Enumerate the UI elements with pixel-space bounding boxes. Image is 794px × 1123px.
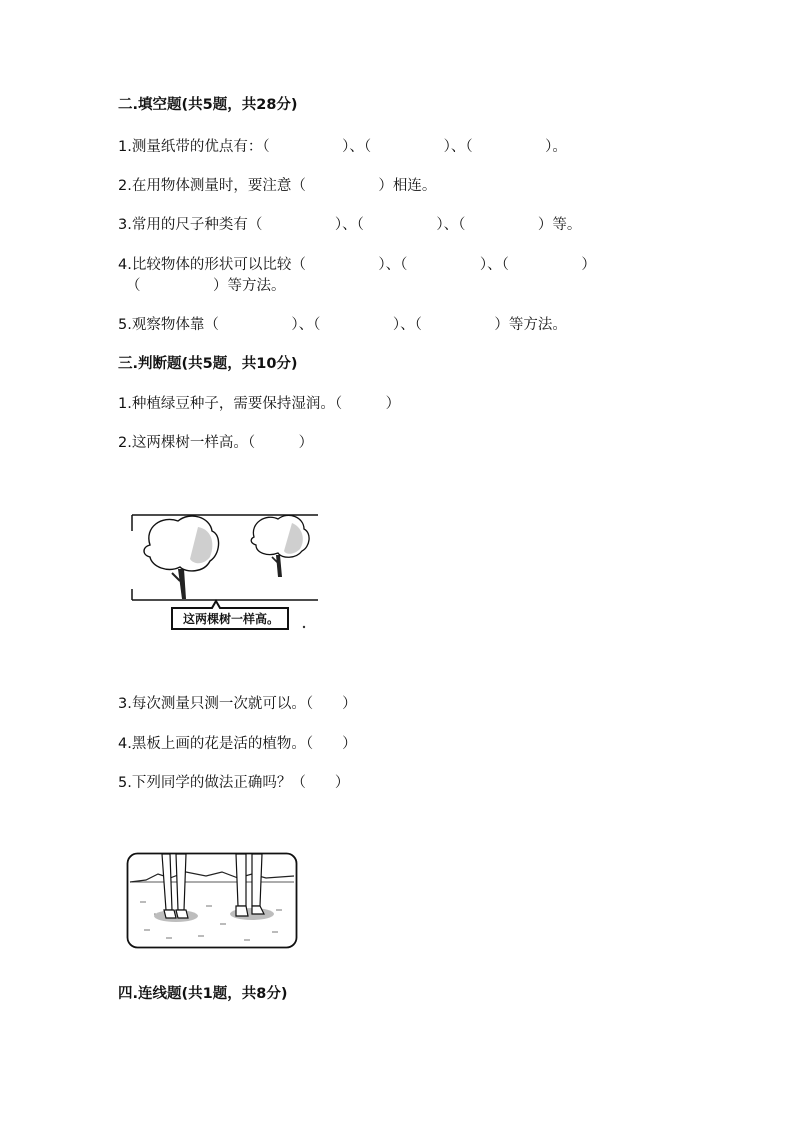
question-3-2: 2.这两棵树一样高。（ ）: [118, 435, 314, 451]
section-heading-judgement: 三.判断题(共5题，共10分): [118, 356, 298, 372]
section-heading-fill-blank: 二.填空题(共5题，共28分): [118, 97, 298, 113]
question-3-5: 5.下列同学的做法正确吗？（ ）: [118, 775, 350, 791]
trees-figure: [128, 507, 323, 635]
question-3-1: 1.种植绿豆种子，需要保持湿润。（ ）: [118, 396, 401, 412]
question-2-2: 2.在用物体测量时，要注意（ ）相连。: [118, 178, 437, 194]
question-2-4: 4.比较物体的形状可以比较（ ）、（ ）、（ ）: [118, 257, 596, 273]
question-2-4-cont: （ ）等方法。: [126, 278, 286, 294]
question-2-1: 1.测量纸带的优点有：（ ）、（ ）、（ ）。: [118, 139, 567, 155]
question-3-3: 3.每次测量只测一次就可以。（ ）: [118, 696, 357, 712]
section-heading-matching: 四.连线题(共1题，共8分): [118, 986, 288, 1002]
students-legs-illustration: [126, 852, 298, 949]
question-2-5: 5.观察物体靠（ ）、（ ）、（ ）等方法。: [118, 317, 567, 333]
question-3-4: 4.黑板上画的花是活的植物。（ ）: [118, 736, 357, 752]
speech-bubble-text: 这两棵树一样高。: [182, 612, 279, 626]
students-standing-figure: [126, 852, 298, 949]
question-2-3: 3.常用的尺子种类有（ ）、（ ）、（ ）等。: [118, 217, 582, 233]
